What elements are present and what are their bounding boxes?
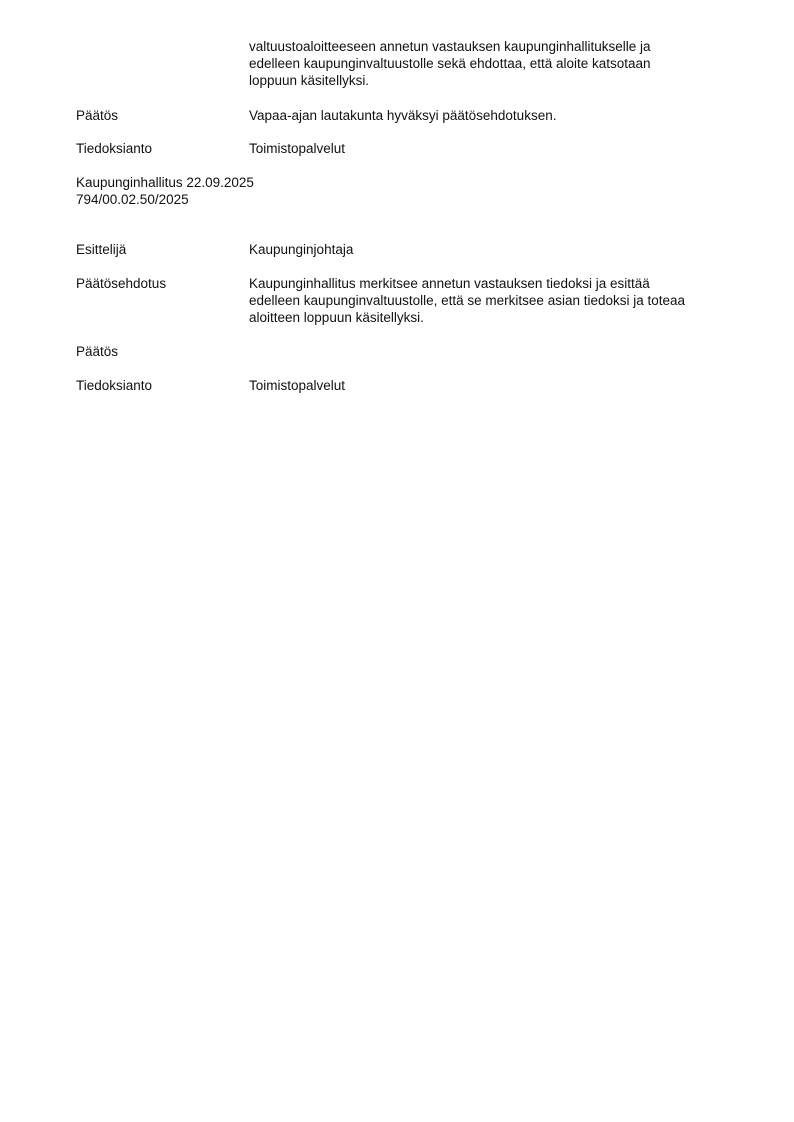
case-number: 794/00.02.50/2025 [76, 192, 189, 207]
intro-line: loppuun käsitellyksi. [249, 73, 370, 88]
intro-line: valtuustoaloitteeseen annetun vastauksen kaupunginhallitukselle ja [249, 39, 651, 54]
proposal-line: edelleen kaupunginvaltuustolle, että se merkitsee asian tiedoksi ja toteaa [249, 293, 686, 308]
intro-text [249, 38, 727, 89]
proposal-line: aloitteen loppuun käsitellyksi. [249, 310, 424, 325]
decision-value: Vapaa-ajan lautakunta hyväksyi päätösehdotuksen. [249, 108, 557, 123]
presenter-value: Kaupunginjohtaja [249, 242, 354, 257]
notification-value: Toimistopalvelut [249, 378, 346, 393]
meeting-body-date: Kaupunginhallitus 22.09.2025 [76, 175, 254, 190]
proposal-line: Kaupunginhallitus merkitsee annetun vastauksen tiedoksi ja esittää [249, 276, 650, 291]
notification-label: Tiedoksianto [76, 378, 153, 393]
proposal-text [249, 275, 727, 326]
decision-label: Päätös [76, 108, 119, 123]
notification-value: Toimistopalvelut [249, 141, 346, 156]
notification-label: Tiedoksianto [76, 141, 153, 156]
proposal-label: Päätösehdotus [76, 276, 167, 291]
presenter-label: Esittelijä [76, 242, 127, 257]
intro-line: edelleen kaupunginvaltuustolle sekä ehdottaa, että aloite katsotaan [249, 56, 651, 71]
decision-label: Päätös [76, 344, 119, 359]
meeting-header [76, 174, 254, 208]
